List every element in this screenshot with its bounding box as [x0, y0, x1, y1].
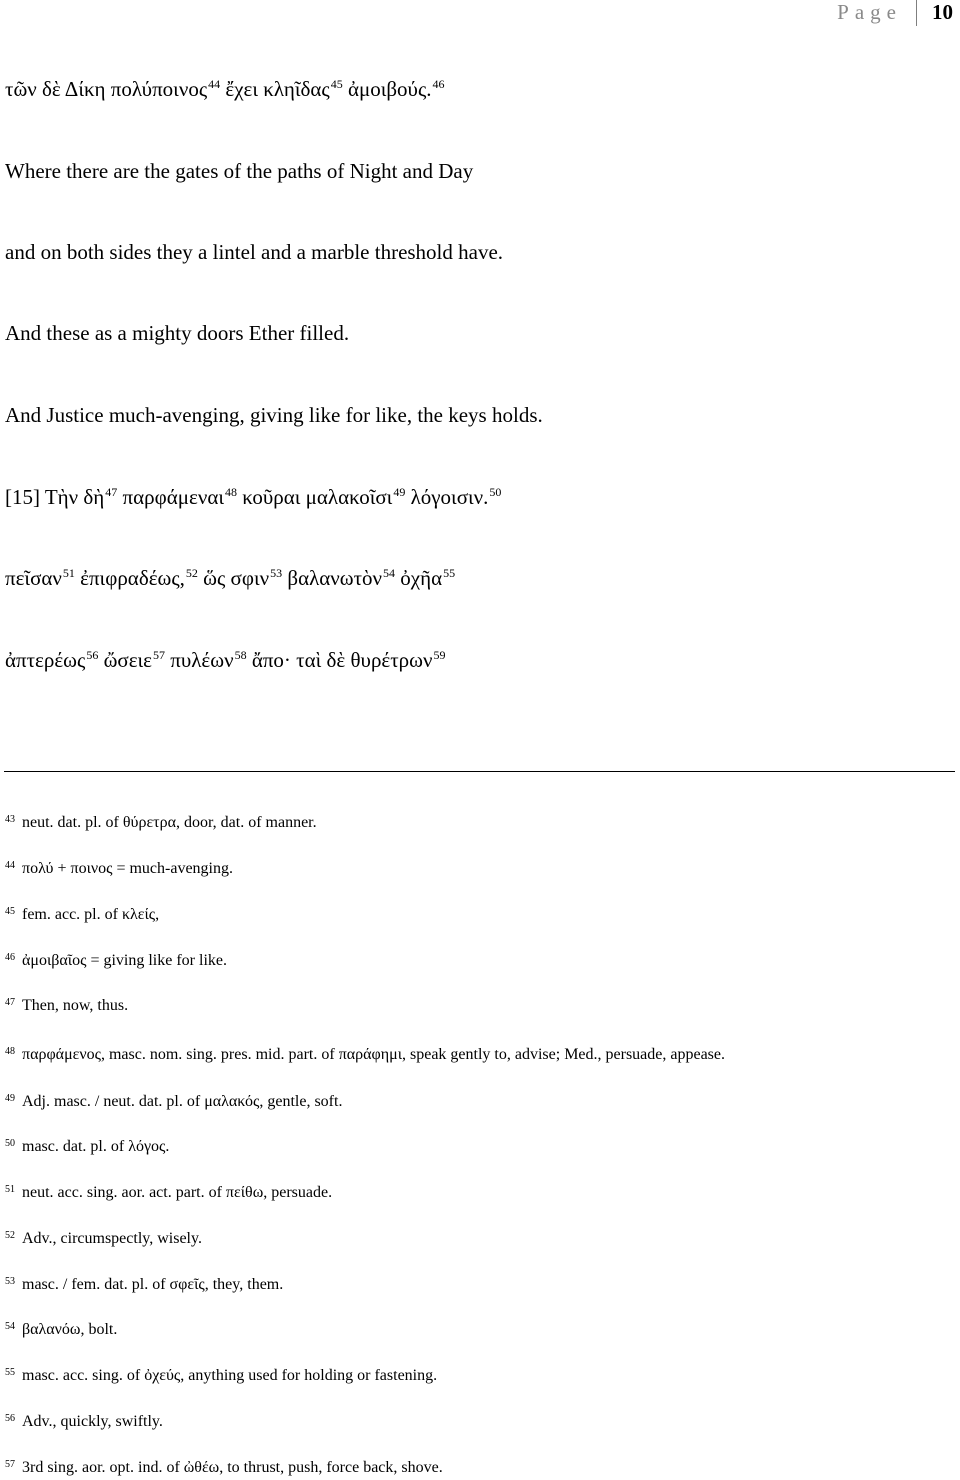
verse-line-6: [5, 487, 501, 508]
verse-text: βαλανωτὸν: [282, 566, 383, 590]
verse-line-8: [5, 650, 445, 671]
verse-text: παρφάμεναι: [117, 485, 224, 509]
footnote-55: [5, 1368, 437, 1384]
verse-text: ἀπτερέως: [5, 648, 86, 672]
verse-text: τῶν δὲ Δίκη πολύποινος: [5, 77, 208, 101]
note-ref: 51: [62, 566, 75, 580]
verse-text: πυλέων: [165, 648, 234, 672]
footnote-text: , persuade.: [263, 1184, 333, 1201]
footnote-text: ὀχεύς: [144, 1367, 181, 1384]
verse-text: ἀμοιβούς.: [342, 77, 432, 101]
footnote-number: 54: [5, 1321, 15, 1332]
verse-line-3: [5, 242, 503, 263]
footnote-text: masc. acc. sing. of: [22, 1367, 145, 1384]
footnote-text: , masc. nom. sing. pres. mid. part. of: [100, 1046, 339, 1063]
verse-line-4: [5, 323, 349, 344]
footnote-text: Adv., quickly, swiftly.: [22, 1413, 163, 1430]
footnote-44: [5, 861, 233, 877]
note-ref: 46: [432, 77, 445, 91]
footnote-text: ,: [155, 906, 160, 923]
footnote-text: = giving like for like.: [86, 952, 227, 969]
footnote-text: , bolt.: [80, 1321, 118, 1338]
footnote-51: [5, 1185, 332, 1201]
footnote-text: Then, now, thus.: [22, 997, 129, 1014]
footnote-number: 47: [5, 997, 15, 1008]
footnote-52: [5, 1231, 202, 1247]
footnote-text: θύρετρα: [122, 814, 176, 831]
footnote-48: [5, 1047, 725, 1063]
footnote-text: βαλανόω: [22, 1321, 81, 1338]
verse-text: [15] Τὴν δὴ: [5, 485, 105, 509]
verse-line-2: [5, 161, 473, 182]
footnote-text: 3rd sing. aor. opt. ind. of: [22, 1459, 184, 1476]
footnote-number: 55: [5, 1367, 15, 1378]
footnote-text: λόγος: [128, 1138, 166, 1155]
note-ref: 50: [489, 485, 502, 499]
note-ref: 58: [234, 648, 247, 662]
footnote-text: Adj. masc. / neut. dat. pl. of: [22, 1093, 205, 1110]
verse-text: ὀχῆα: [395, 566, 443, 590]
footnote-number: 49: [5, 1093, 15, 1104]
verse-text: And Justice much-avenging, giving like for like, the keys holds.: [5, 403, 543, 427]
footnote-text: σφεῖς: [169, 1276, 205, 1293]
footnote-53: [5, 1277, 283, 1293]
footnote-54: [5, 1322, 117, 1338]
verse-line-5: [5, 405, 543, 426]
verse-text: ἄπο· ταὶ δὲ θυρέτρων: [246, 648, 433, 672]
note-ref: 56: [86, 648, 99, 662]
footnote-text: = much-avenging.: [112, 860, 233, 877]
footnote-text: , they, them.: [204, 1276, 284, 1293]
footnote-56: [5, 1414, 163, 1430]
footnote-43: [5, 815, 317, 831]
verse-text: ἔχει κληῖδας: [220, 77, 330, 101]
footnote-50: [5, 1139, 169, 1155]
footnote-number: 44: [5, 860, 15, 871]
footnote-number: 51: [5, 1184, 15, 1195]
footnote-text: masc. dat. pl. of: [22, 1138, 129, 1155]
note-ref: 52: [185, 566, 198, 580]
page-label: Page: [837, 0, 902, 24]
verse-line-7: [5, 568, 455, 589]
page-number: 10: [932, 0, 953, 24]
note-ref: 44: [208, 77, 221, 91]
footnote-number: 45: [5, 906, 15, 917]
footnote-47: [5, 998, 128, 1014]
verse-text: πεῖσαν: [5, 566, 62, 590]
footnote-text: , speak gently to, advise; Med., persuade, appease.: [402, 1046, 726, 1063]
footnote-49: [5, 1094, 342, 1110]
footnote-text: πολύ + ποινος: [22, 860, 113, 877]
footnote-number: 53: [5, 1276, 15, 1287]
footnote-text: ὠθέω: [183, 1459, 220, 1476]
footnote-57: [5, 1460, 443, 1476]
footnote-separator: [4, 771, 955, 772]
footnote-number: 56: [5, 1413, 15, 1424]
footnote-text: , to thrust, push, force back, shove.: [219, 1459, 443, 1476]
footnote-text: , door, dat. of manner.: [175, 814, 317, 831]
verse-text: ὥς σφιν: [197, 566, 270, 590]
verse-text: κοῦραι μαλακοῖσι: [236, 485, 393, 509]
note-ref: 49: [393, 485, 406, 499]
footnote-number: 57: [5, 1459, 15, 1470]
footnote-text: , anything used for holding or fastening.: [180, 1367, 438, 1384]
footnote-text: παρφάμενος: [22, 1046, 101, 1063]
footnote-46: [5, 953, 227, 969]
verse-text: Where there are the gates of the paths of Night and Day: [5, 159, 474, 183]
footnote-number: 46: [5, 952, 15, 963]
footnote-text: fem. acc. pl. of: [22, 906, 122, 923]
note-ref: 55: [443, 566, 456, 580]
page-header: [0, 0, 960, 26]
verse-text: And these as a mighty doors Ether filled.: [5, 321, 350, 345]
note-ref: 45: [330, 77, 343, 91]
footnote-45: [5, 907, 159, 923]
note-ref: 57: [153, 648, 165, 662]
footnote-text: κλείς: [121, 906, 156, 923]
footnote-text: .: [165, 1138, 170, 1155]
verse-text: and on both sides they a lintel and a marble threshold have.: [5, 240, 504, 264]
verse-text: λόγοισιν.: [405, 485, 489, 509]
footnote-text: masc. / fem. dat. pl. of: [22, 1276, 170, 1293]
footnote-text: πείθω: [225, 1184, 264, 1201]
note-ref: 48: [224, 485, 237, 499]
note-ref: 53: [270, 566, 283, 580]
note-ref: 54: [383, 566, 396, 580]
verse-text: ὤσειε: [98, 648, 152, 672]
footnote-text: , gentle, soft.: [259, 1093, 343, 1110]
note-ref: 47: [105, 485, 118, 499]
footnote-text: neut. dat. pl. of: [22, 814, 123, 831]
verse-text: ἐπιφραδέως,: [74, 566, 185, 590]
footnote-text: παράφημι: [338, 1046, 402, 1063]
footnote-text: μαλακός: [204, 1093, 260, 1110]
header-separator: [916, 0, 917, 26]
footnote-text: neut. acc. sing. aor. act. part. of: [22, 1184, 226, 1201]
footnote-text: ἀμοιβαῖος: [22, 952, 87, 969]
note-ref: 59: [433, 648, 446, 662]
footnote-number: 43: [5, 814, 15, 825]
footnote-number: 50: [5, 1138, 15, 1149]
footnote-text: Adv., circumspectly, wisely.: [22, 1230, 202, 1247]
footnote-number: 48: [5, 1046, 15, 1057]
footnote-number: 52: [5, 1230, 15, 1241]
verse-line-1: [5, 79, 445, 100]
